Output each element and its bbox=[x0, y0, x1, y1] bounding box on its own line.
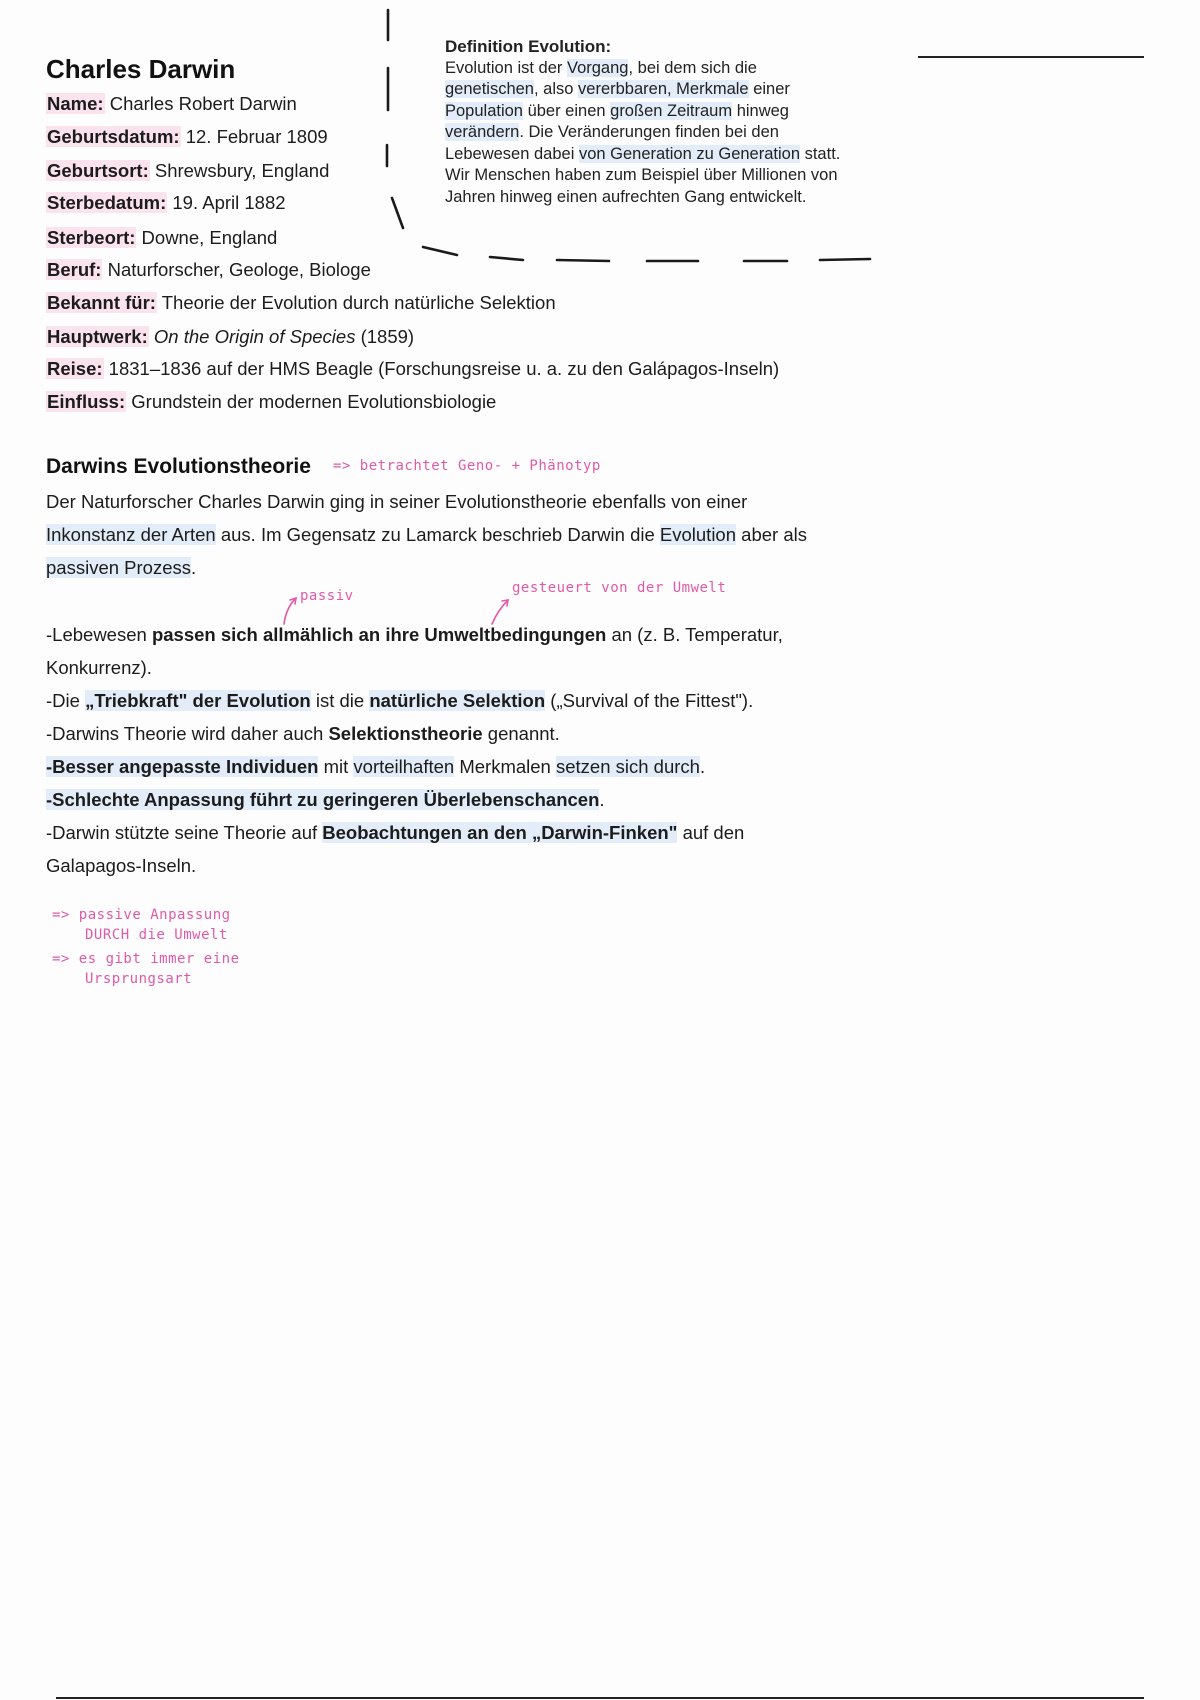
list-item: -Darwins Theorie wird daher auch Selektionstheorie genannt. bbox=[46, 723, 560, 744]
definition-line: genetischen, also vererbbaren, Merkmale einer bbox=[445, 80, 790, 98]
definition-line: verändern. Die Veränderungen finden bei den bbox=[445, 123, 779, 141]
bio-profession: Beruf: Naturforscher, Geologe, Biologe bbox=[47, 259, 371, 280]
definition-box bbox=[445, 36, 905, 208]
bio-known-for: Bekannt für: Theorie der Evolution durch natürliche Selektion bbox=[47, 292, 556, 313]
bio-birthdate: Geburtsdatum: 12. Februar 1809 bbox=[47, 126, 328, 147]
definition-line: Jahren hinweg einen aufrechten Gang entwickelt. bbox=[445, 187, 807, 206]
bio-influence: Einfluss: Grundstein der modernen Evolutionsbiologie bbox=[47, 391, 497, 412]
handwritten-note-controlled: gesteuert von der Umwelt bbox=[512, 580, 727, 596]
bio-deathplace: Sterbeort: Downe, England bbox=[47, 227, 278, 248]
bio-birthplace: Geburtsort: Shrewsbury, England bbox=[47, 160, 330, 181]
definition-heading: Definition Evolution: bbox=[445, 37, 612, 56]
list-item: -Darwin stützte seine Theorie auf Beobachtungen an den „Darwin-Finken" auf den bbox=[46, 822, 745, 843]
bio-name: Name: Charles Robert Darwin bbox=[47, 93, 297, 114]
handwritten-note-phenotype: => betrachtet Geno- + Phänotyp bbox=[333, 458, 601, 474]
list-item: Konkurrenz). bbox=[46, 657, 152, 678]
bio-main-work: Hauptwerk: On the Origin of Species (1859) bbox=[47, 326, 415, 347]
handwritten-note-passiv: passiv bbox=[300, 588, 354, 604]
bio-journey: Reise: 1831–1836 auf der HMS Beagle (Forschungsreise u. a. zu den Galápagos-Inseln) bbox=[47, 358, 780, 379]
bio-deathdate: Sterbedatum: 19. April 1882 bbox=[47, 192, 286, 213]
page-title: Charles Darwin bbox=[46, 54, 236, 84]
list-item: -Schlechte Anpassung führt zu geringeren Überlebenschancen. bbox=[46, 789, 605, 810]
definition-line: Lebewesen dabei von Generation zu Generation statt. bbox=[445, 144, 841, 163]
definition-line: Evolution ist der Vorgang, bei dem sich die bbox=[445, 58, 757, 77]
handwritten-summary: => passive Anpassung DURCH die Umwelt => es gibt immer eine Ursprungsart bbox=[52, 907, 240, 987]
list-item: -Besser angepasste Individuen mit vorteilhaften Merkmalen setzen sich durch. bbox=[46, 756, 706, 777]
top-right-rule bbox=[918, 56, 1144, 58]
bottom-rule bbox=[56, 1697, 1144, 1699]
definition-line: Wir Menschen haben zum Beispiel über Millionen von bbox=[445, 166, 838, 184]
list-item: Galapagos-Inseln. bbox=[46, 855, 197, 876]
intro-paragraph: Der Naturforscher Charles Darwin ging in seiner Evolutionstheorie ebenfalls von einer Inkonstanz der Arten aus. Im Gegensatz zu Lamarck beschrieb Darwin die Evolution aber als passiven Prozess. bbox=[46, 491, 807, 578]
section-heading: Darwins Evolutionstheorie bbox=[46, 455, 311, 478]
list-item: -Die „Triebkraft" der Evolution ist die natürliche Selektion („Survival of the Fittest"). bbox=[46, 690, 754, 711]
bullet-list bbox=[46, 618, 926, 882]
definition-line: Population über einen großen Zeitraum hinweg bbox=[445, 101, 789, 120]
list-item: -Lebewesen passen sich allmählich an ihre Umweltbedingungen an (z. B. Temperatur, bbox=[46, 624, 783, 645]
